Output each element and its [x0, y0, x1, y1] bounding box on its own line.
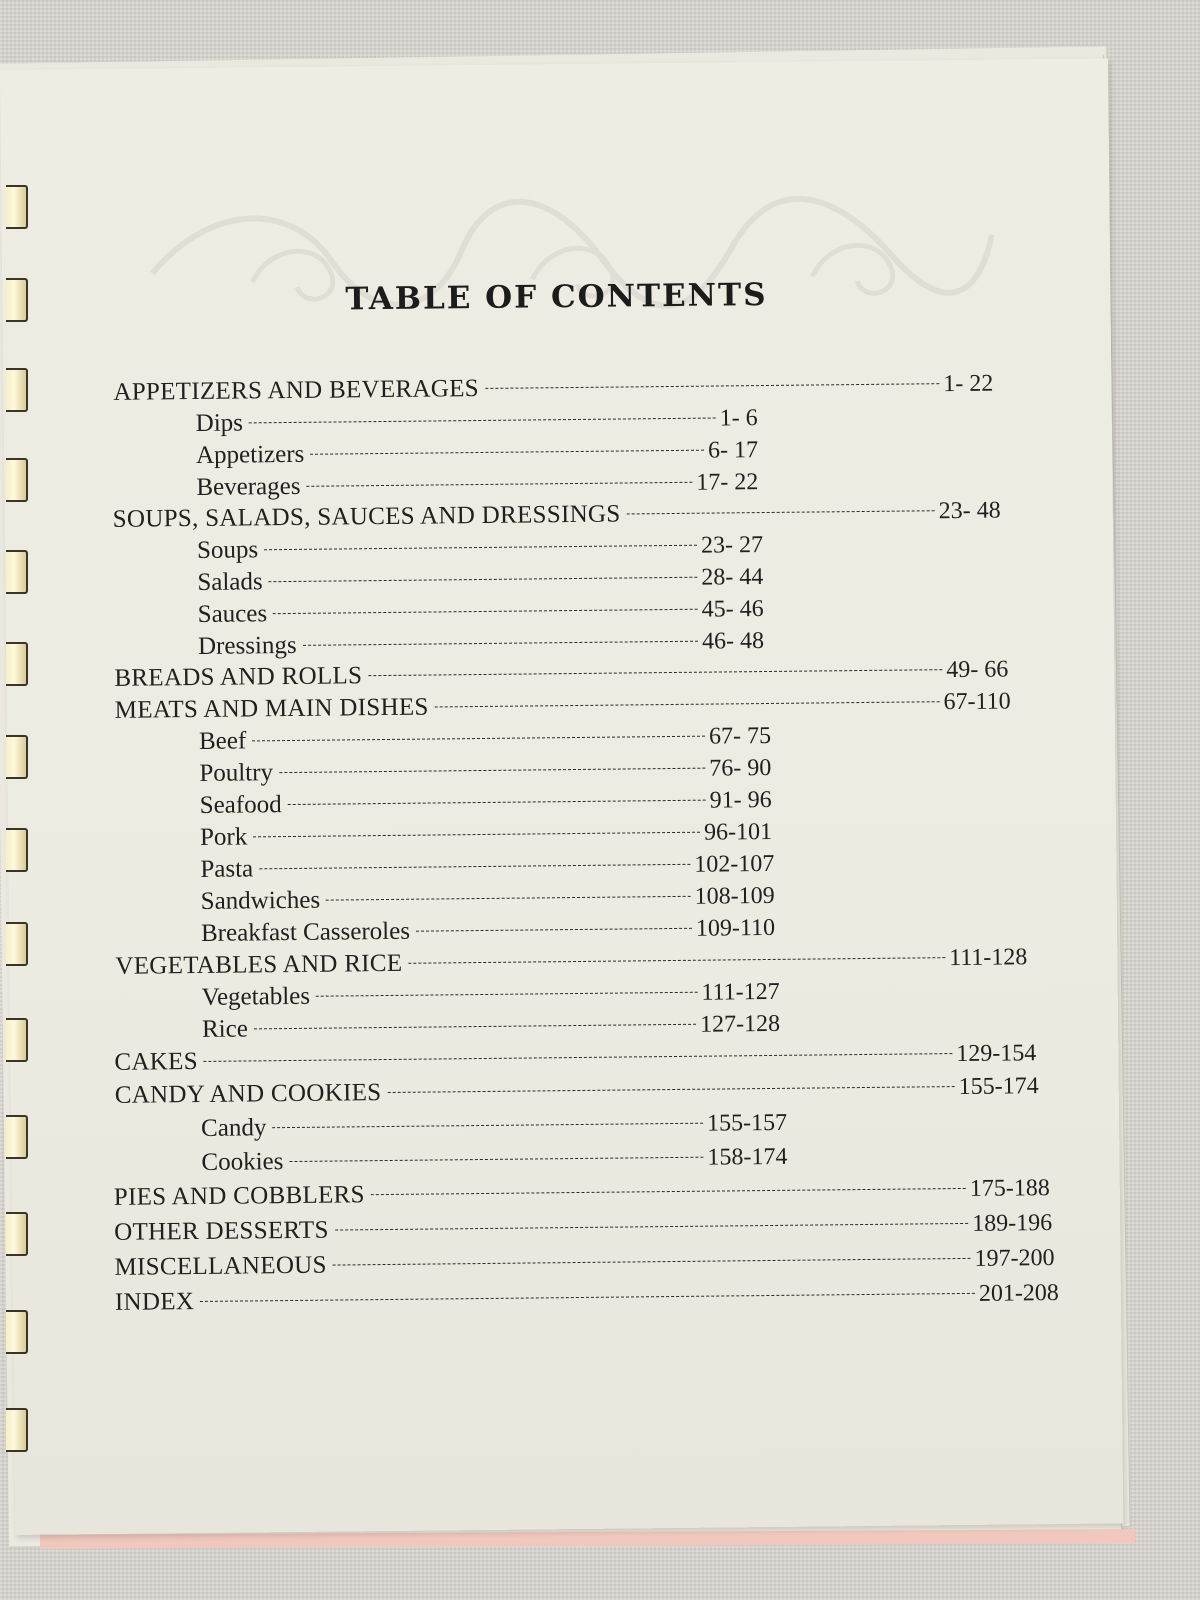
toc-label: Beef: [198, 727, 247, 755]
toc-sub-beef: [199, 722, 771, 756]
toc-section-other-desserts: [114, 1209, 1052, 1247]
toc-page-range: 67-110: [943, 688, 1011, 716]
dotted-leader: [253, 832, 700, 838]
toc-label: APPETIZERS AND BEVERAGES: [113, 375, 480, 406]
toc-label: MISCELLANEOUS: [114, 1251, 327, 1281]
dotted-leader: [333, 1258, 971, 1266]
dotted-leader: [306, 482, 692, 487]
dotted-leader: [310, 450, 704, 455]
toc-label: Dressings: [197, 631, 297, 660]
toc-page-range: 189-196: [972, 1210, 1053, 1237]
toc-page-range: 108-109: [694, 882, 775, 910]
toc-page-range: 6- 17: [707, 437, 759, 464]
toc-page-range: 76- 90: [709, 754, 772, 782]
toc-label: OTHER DESSERTS: [114, 1216, 329, 1246]
toc-label: Cookies: [201, 1148, 284, 1176]
toc-section-vegetables-and-rice: [115, 943, 1027, 981]
binding-ring: [6, 735, 28, 779]
toc-label: SOUPS, SALADS, SAUCES AND DRESSINGS: [112, 500, 621, 533]
spiral-binding: [0, 0, 40, 1600]
toc-page-range: 28- 44: [701, 564, 764, 591]
toc-sub-candy: [201, 1109, 787, 1143]
toc-section-appetizers-and-beverages: [113, 370, 993, 407]
toc-label: VEGETABLES AND RICE: [115, 949, 403, 980]
toc-sub-seafood: [200, 786, 772, 820]
toc-sub-rice: [202, 1010, 780, 1044]
toc-label: Sandwiches: [200, 886, 321, 915]
toc-page-range: 1- 22: [943, 370, 994, 398]
dotted-leader: [387, 1086, 954, 1093]
toc-label: Rice: [201, 1015, 249, 1043]
toc-label: Poultry: [199, 759, 274, 787]
toc-label: Pasta: [200, 855, 254, 883]
page-title: TABLE OF CONTENTS: [345, 276, 768, 318]
binding-ring: [6, 642, 28, 686]
toc-section-index: [115, 1279, 1059, 1317]
dotted-leader: [200, 1293, 975, 1302]
toc-sub-cookies: [201, 1143, 787, 1177]
toc-label: PIES AND COBBLERS: [113, 1181, 365, 1211]
dotted-leader: [289, 1157, 703, 1162]
dotted-leader: [204, 1053, 953, 1062]
toc-page-range: 102-107: [694, 850, 775, 878]
dotted-leader: [485, 383, 939, 389]
binding-ring: [6, 368, 28, 412]
binding-ring: [6, 922, 28, 966]
toc-label: Sauces: [197, 600, 268, 628]
dotted-leader: [371, 1188, 966, 1195]
toc-label: CAKES: [114, 1047, 199, 1076]
toc-section-meats-and-main-dishes: [115, 687, 1011, 724]
binding-ring: [6, 550, 28, 594]
toc-page-range: 1- 6: [719, 405, 758, 432]
dotted-leader: [368, 669, 942, 676]
book-page: [0, 58, 1123, 1535]
binding-ring: [6, 458, 28, 502]
toc-sub-beverages: [196, 468, 758, 502]
toc-page-range: 23- 48: [938, 497, 1001, 525]
toc-page-range: 111-127: [701, 978, 780, 1006]
toc-page-range: 127-128: [699, 1010, 781, 1038]
toc-section-pies-and-cobblers: [114, 1174, 1050, 1212]
dotted-leader: [326, 896, 691, 901]
dotted-leader: [288, 800, 706, 805]
dotted-leader: [273, 609, 698, 614]
dotted-leader: [279, 768, 705, 773]
toc-page-range: 91- 96: [709, 786, 772, 814]
dotted-leader: [254, 1024, 696, 1030]
toc-page-range: 67- 75: [708, 722, 772, 750]
toc-sub-poultry: [199, 754, 771, 788]
dotted-leader: [264, 545, 697, 551]
toc-sub-dressings: [198, 627, 764, 661]
toc-label: CANDY AND COOKIES: [114, 1079, 382, 1109]
toc-section-breads-and-rolls: [114, 655, 1008, 692]
toc-page-range: 96-101: [703, 818, 773, 846]
toc-page-range: 129-154: [956, 1040, 1037, 1068]
binding-ring: [6, 278, 28, 322]
dotted-leader: [316, 992, 697, 997]
table-of-contents: [0, 58, 1123, 1535]
dotted-leader: [303, 641, 698, 646]
toc-page-range: 23- 27: [700, 532, 764, 559]
toc-label: Pork: [199, 823, 248, 851]
toc-label: BREADS AND ROLLS: [114, 662, 363, 692]
toc-label: Vegetables: [201, 982, 311, 1011]
dotted-leader: [249, 418, 716, 424]
toc-label: Soups: [196, 536, 259, 564]
toc-sub-vegetables: [202, 978, 780, 1012]
toc-section-miscellaneous: [114, 1244, 1054, 1282]
toc-label: Dips: [195, 409, 244, 437]
toc-page-range: 45- 46: [701, 596, 764, 623]
binding-ring: [6, 1310, 28, 1354]
binding-ring: [6, 1018, 28, 1062]
toc-sub-pork: [200, 818, 772, 852]
toc-label: Salads: [197, 568, 263, 596]
toc-section-candy-and-cookies: [115, 1072, 1039, 1110]
toc-page-range: 155-157: [706, 1109, 788, 1137]
dotted-leader: [269, 577, 698, 582]
toc-page-range: 158-174: [707, 1143, 788, 1171]
toc-sub-salads: [197, 563, 763, 597]
toc-page-range: 197-200: [974, 1245, 1055, 1272]
toc-label: Breakfast Casseroles: [200, 917, 411, 947]
dotted-leader: [416, 928, 692, 932]
toc-page-range: 111-128: [948, 944, 1028, 972]
toc-label: Candy: [200, 1114, 267, 1142]
toc-sub-breakfast-casseroles: [201, 914, 775, 948]
toc-page-range: 109-110: [695, 914, 776, 942]
toc-page-range: 49- 66: [946, 656, 1009, 684]
toc-sub-pasta: [200, 850, 774, 884]
toc-label: INDEX: [114, 1288, 195, 1316]
dotted-leader: [335, 1223, 968, 1231]
dotted-leader: [408, 957, 945, 964]
toc-page-range: 46- 48: [701, 628, 765, 655]
dotted-leader: [627, 510, 935, 514]
toc-label: Beverages: [196, 472, 301, 501]
toc-page-range: 175-188: [969, 1175, 1050, 1202]
binding-ring: [6, 1212, 28, 1256]
toc-sub-dips: [196, 404, 758, 438]
toc-label: Seafood: [199, 791, 282, 819]
toc-section-soups-salads: [113, 497, 1001, 534]
toc-page-range: 201-208: [978, 1279, 1060, 1307]
toc-page-range: 17- 22: [696, 469, 759, 496]
toc-page-range: 155-174: [958, 1073, 1039, 1101]
dotted-leader: [272, 1123, 703, 1129]
dotted-leader: [252, 736, 705, 742]
toc-label: MEATS AND MAIN DISHES: [114, 693, 429, 724]
toc-sub-sandwiches: [201, 882, 775, 916]
toc-sub-soups: [197, 531, 763, 565]
binding-ring: [6, 828, 28, 872]
binding-ring: [6, 1115, 28, 1159]
dotted-leader: [259, 864, 690, 870]
binding-ring: [6, 1408, 28, 1452]
binding-ring: [6, 185, 28, 229]
toc-sub-appetizers: [196, 436, 758, 470]
toc-sub-sauces: [198, 595, 764, 629]
dotted-leader: [435, 701, 940, 707]
toc-label: Appetizers: [195, 440, 305, 469]
toc-section-cakes: [114, 1039, 1036, 1077]
